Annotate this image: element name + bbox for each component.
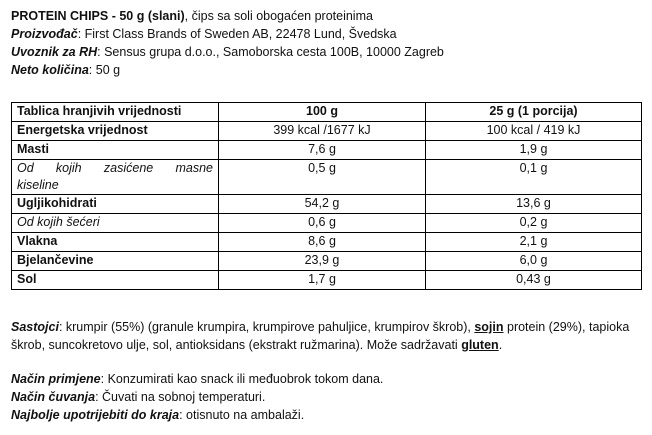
table-row	[12, 271, 642, 290]
ingredients-text-2: protein (29%), tapioka škrob, suncokretovo ulje, sol, antioksidans (ekstrakt ružmarina). Može sadržavati	[11, 320, 630, 352]
table-row	[12, 141, 642, 160]
value-portion: 13,6 g	[426, 195, 642, 214]
nutrient-name	[12, 160, 219, 195]
value-portion: 0,2 g	[426, 214, 642, 233]
manufacturer-label: Proizvođač	[11, 27, 78, 41]
usage-line	[11, 370, 383, 388]
value-100g: 7,6 g	[219, 141, 426, 160]
nutrient-name: Energetska vrijednost	[12, 122, 219, 141]
nutrient-name: Ugljikohidrati	[12, 195, 219, 214]
product-description: , čips sa soli obogaćen proteinima	[184, 9, 373, 23]
value-portion: 2,1 g	[426, 233, 642, 252]
value-portion: 1,9 g	[426, 141, 642, 160]
value-100g: 1,7 g	[219, 271, 426, 290]
value-100g: 23,9 g	[219, 252, 426, 271]
value-100g: 54,2 g	[219, 195, 426, 214]
importer-label: Uvoznik za RH	[11, 45, 98, 59]
nutrient-name: Vlakna	[12, 233, 219, 252]
value-portion: 0,43 g	[426, 271, 642, 290]
table-row	[12, 122, 642, 141]
manufacturer-value: : First Class Brands of Sweden AB, 22478 Lund, Švedska	[77, 27, 397, 41]
ingredients-paragraph	[11, 318, 641, 354]
net-quantity-label: Neto količina	[11, 63, 89, 77]
net-quantity-line	[11, 61, 120, 79]
nutrient-name-line2: kiseline	[17, 178, 59, 192]
product-name: PROTEIN CHIPS - 50 g (slani)	[11, 9, 185, 23]
ingredients-text-1: : krumpir (55%) (granule krumpira, krumpirove pahuljice, krumpirov škrob),	[58, 320, 475, 334]
best-before-line	[11, 406, 304, 424]
nutrition-table	[11, 102, 642, 290]
table-header-label: Tablica hranjivih vrijednosti	[12, 103, 219, 122]
table-row	[12, 252, 642, 271]
value-portion: 6,0 g	[426, 252, 642, 271]
value-100g: 8,6 g	[219, 233, 426, 252]
table-header-portion: 25 g (1 porcija)	[426, 103, 642, 122]
table-row	[12, 233, 642, 252]
ingredients-text-3: .	[498, 338, 503, 352]
nutrient-name: Bjelančevine	[12, 252, 219, 271]
nutrient-name-line1: Od kojih zasićene masne	[17, 161, 213, 175]
table-row	[12, 195, 642, 214]
storage-line	[11, 388, 265, 406]
value-portion: 0,1 g	[426, 160, 642, 195]
best-before-label: Najbolje upotrijebiti do kraja	[11, 408, 180, 422]
usage-label: Način primjene	[11, 372, 101, 386]
net-quantity-value: : 50 g	[88, 63, 121, 77]
storage-value: : Čuvati na sobnoj temperaturi.	[95, 390, 266, 404]
best-before-value: : otisnuto na ambalaži.	[179, 408, 305, 422]
ingredients-label: Sastojci	[11, 320, 59, 334]
nutrient-name: Od kojih šećeri	[12, 214, 219, 233]
nutrient-name: Masti	[12, 141, 219, 160]
value-100g: 0,5 g	[219, 160, 426, 195]
table-header-row	[12, 103, 642, 122]
value-portion: 100 kcal / 419 kJ	[426, 122, 642, 141]
importer-value: : Sensus grupa d.o.o., Samoborska cesta 100B, 10000 Zagreb	[97, 45, 444, 59]
allergen-soy: sojin	[474, 320, 504, 334]
manufacturer-line	[11, 25, 397, 43]
importer-line	[11, 43, 444, 61]
storage-label: Način čuvanja	[11, 390, 96, 404]
table-row	[12, 214, 642, 233]
value-100g: 0,6 g	[219, 214, 426, 233]
table-header-100g: 100 g	[219, 103, 426, 122]
product-title-line	[11, 7, 373, 25]
allergen-gluten: gluten	[461, 338, 499, 352]
usage-value: : Konzumirati kao snack ili međuobrok tokom dana.	[100, 372, 384, 386]
nutrient-name: Sol	[12, 271, 219, 290]
value-100g: 399 kcal /1677 kJ	[219, 122, 426, 141]
table-row	[12, 160, 642, 195]
